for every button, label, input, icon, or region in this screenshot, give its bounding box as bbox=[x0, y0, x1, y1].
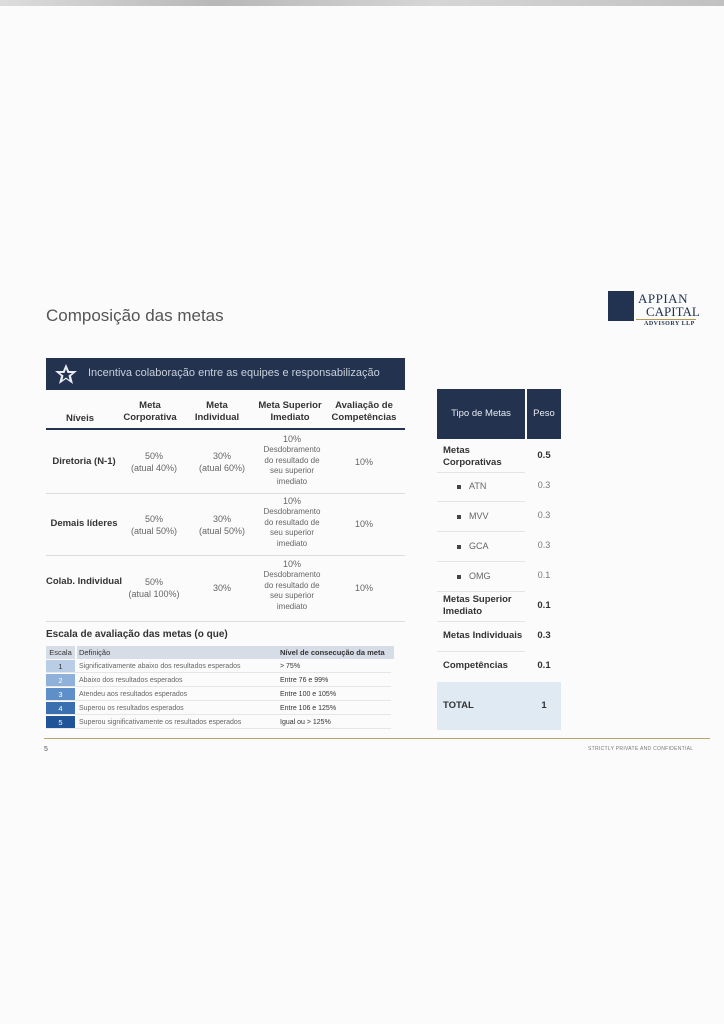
scale-level: Entre 76 e 99% bbox=[280, 677, 329, 684]
logo-line-3: ADVISORY LLP bbox=[644, 321, 695, 327]
scale-row-line bbox=[46, 686, 391, 687]
banner-text: Incentiva colaboração entre as equipes e responsabilização bbox=[88, 367, 380, 379]
tipo-label: Metas Superior Imediato bbox=[443, 594, 512, 617]
tipo-label: Metas Individuais bbox=[443, 630, 523, 641]
bullet-icon bbox=[457, 545, 461, 549]
header-rule bbox=[46, 428, 405, 430]
scale-definition: Superou os resultados esperados bbox=[79, 705, 184, 712]
tipo-label bbox=[457, 540, 489, 552]
scale-definition: Atendeu aos resultados esperados bbox=[79, 691, 188, 698]
company-logo bbox=[608, 291, 698, 339]
tipo-row-corporativas bbox=[437, 445, 561, 471]
tipo-value: 0.3 bbox=[537, 540, 551, 550]
row-2-nivel: Demais líderes bbox=[50, 518, 118, 529]
page-title: Composição das metas bbox=[46, 306, 224, 325]
tipo-label bbox=[457, 510, 489, 522]
tipo-label: Metas Corporativas bbox=[443, 445, 502, 468]
tipo-row-mvv bbox=[437, 510, 561, 524]
tipo-label-text: ATN bbox=[469, 481, 487, 491]
logo-block bbox=[608, 291, 634, 321]
header-meta-individual: Meta Individual bbox=[194, 400, 240, 423]
tipo-header-tipo: Tipo de Metas bbox=[437, 389, 525, 439]
tipo-row-line bbox=[437, 621, 525, 622]
scale-level: > 75% bbox=[280, 663, 301, 670]
tipo-row-line bbox=[437, 651, 525, 652]
row-3-comp: 10% bbox=[354, 583, 373, 593]
row-3-nivel: Colab. Individual bbox=[46, 576, 123, 587]
row-separator bbox=[46, 555, 405, 556]
tipo-row-total bbox=[437, 682, 561, 730]
row-1-nivel: Diretoria (N-1) bbox=[52, 456, 116, 467]
row-1-sup-pct: 10% bbox=[282, 434, 301, 444]
scale-level: Igual ou > 125% bbox=[280, 719, 331, 726]
incentive-banner bbox=[46, 358, 405, 390]
tipo-row-line bbox=[437, 531, 525, 532]
scale-header-definicao: Definição bbox=[77, 646, 277, 659]
row-1-corp-sub: (atual 40%) bbox=[130, 463, 178, 473]
row-1-comp: 10% bbox=[354, 457, 373, 467]
scale-row-2 bbox=[46, 674, 391, 687]
tipo-row-omg bbox=[437, 570, 561, 584]
row-2-corp: 50% bbox=[144, 514, 163, 524]
tipo-row-gca bbox=[437, 540, 561, 554]
scale-row-line bbox=[46, 728, 391, 729]
scale-definition: Abaixo dos resultados esperados bbox=[79, 677, 183, 684]
scale-level: Entre 106 e 125% bbox=[280, 705, 337, 712]
scale-row-5 bbox=[46, 716, 391, 729]
tipo-row-line bbox=[437, 561, 525, 562]
tipo-label bbox=[457, 570, 491, 582]
tipo-row-line bbox=[437, 591, 525, 592]
scale-level: Entre 100 e 105% bbox=[280, 691, 337, 698]
scale-header-escala: Escala bbox=[46, 646, 75, 659]
row-3-sup-desc: Desdobramento do resultado de seu superior imediato bbox=[263, 570, 321, 611]
row-2-sup-desc: Desdobramento do resultado de seu superior imediato bbox=[263, 507, 321, 548]
scale-number: 1 bbox=[46, 660, 75, 673]
tipo-label-text: GCA bbox=[469, 541, 489, 551]
scale-number: 5 bbox=[46, 716, 75, 729]
row-2-comp: 10% bbox=[354, 519, 373, 529]
scale-row-1 bbox=[46, 660, 391, 673]
scale-header-nivel: Nível de consecução da meta bbox=[277, 646, 394, 659]
row-1-ind-sub: (atual 60%) bbox=[198, 463, 246, 473]
scale-number: 3 bbox=[46, 688, 75, 701]
star-icon bbox=[54, 363, 78, 385]
row-separator bbox=[46, 493, 405, 494]
row-1-corp: 50% bbox=[144, 451, 163, 461]
row-2-sup-pct: 10% bbox=[282, 496, 301, 506]
tipo-label-text: MVV bbox=[469, 511, 489, 521]
tipo-row-individuais bbox=[437, 630, 561, 644]
scale-row-line bbox=[46, 714, 391, 715]
row-1-sup-desc: Desdobramento do resultado de seu superior imediato bbox=[263, 445, 321, 486]
scale-title: Escala de avaliação das metas (o que) bbox=[46, 629, 228, 640]
row-3-sup-pct: 10% bbox=[282, 559, 301, 569]
header-meta-corporativa: Meta Corporativa bbox=[123, 400, 177, 423]
tipo-header-peso: Peso bbox=[527, 389, 561, 439]
tipo-label: Competências bbox=[443, 660, 508, 671]
scan-artifact bbox=[0, 0, 724, 6]
scale-number: 4 bbox=[46, 702, 75, 715]
tipo-value: 0.3 bbox=[537, 510, 551, 520]
tipo-value: 0.5 bbox=[537, 450, 551, 461]
tipo-value: 0.1 bbox=[537, 570, 551, 580]
tipo-value: 0.1 bbox=[537, 600, 551, 611]
scale-definition: Superou significativamente os resultados esperados bbox=[79, 719, 242, 726]
tipo-value: 0.1 bbox=[537, 660, 551, 671]
scale-row-line bbox=[46, 700, 391, 701]
row-2-corp-sub: (atual 50%) bbox=[130, 526, 178, 536]
tipo-label: TOTAL bbox=[443, 700, 474, 711]
header-niveis: Níveis bbox=[66, 413, 94, 424]
row-2-ind: 30% bbox=[212, 514, 231, 524]
confidential-notice: STRICTLY PRIVATE AND CONFIDENTIAL bbox=[588, 746, 694, 752]
scale-row-4 bbox=[46, 702, 391, 715]
scale-row-3 bbox=[46, 688, 391, 701]
row-3-corp: 50% bbox=[144, 577, 163, 587]
page-number: 5 bbox=[44, 746, 48, 753]
scale-definition: Significativamente abaixo dos resultados esperados bbox=[79, 663, 241, 670]
tipo-row-superior bbox=[437, 594, 561, 620]
tipo-label-text: OMG bbox=[469, 571, 491, 581]
row-2-ind-sub: (atual 50%) bbox=[198, 526, 246, 536]
bullet-icon bbox=[457, 485, 461, 489]
tipo-value: 0.3 bbox=[537, 480, 551, 490]
footer-rule bbox=[44, 738, 710, 739]
row-3-ind: 30% bbox=[212, 583, 231, 593]
tipo-row-line bbox=[437, 472, 525, 473]
logo-rule bbox=[636, 319, 696, 320]
tipo-label bbox=[457, 480, 486, 492]
tipo-value: 1 bbox=[541, 700, 547, 711]
row-separator bbox=[46, 621, 405, 622]
row-1-ind: 30% bbox=[212, 451, 231, 461]
bullet-icon bbox=[457, 515, 461, 519]
header-avaliacao-competencias: Avaliação de Competências bbox=[331, 400, 397, 423]
tipo-row-line bbox=[437, 501, 525, 502]
row-3-corp-sub: (atual 100%) bbox=[128, 589, 180, 599]
header-meta-superior: Meta Superior Imediato bbox=[258, 400, 322, 423]
tipo-row-atn bbox=[437, 480, 561, 494]
scale-number: 2 bbox=[46, 674, 75, 687]
tipo-row-competencias bbox=[437, 660, 561, 674]
tipo-value: 0.3 bbox=[537, 630, 551, 641]
scale-row-line bbox=[46, 672, 391, 673]
bullet-icon bbox=[457, 575, 461, 579]
logo-line-2: CAPITAL bbox=[646, 304, 700, 319]
logo-line-1: APPIAN bbox=[638, 291, 688, 306]
